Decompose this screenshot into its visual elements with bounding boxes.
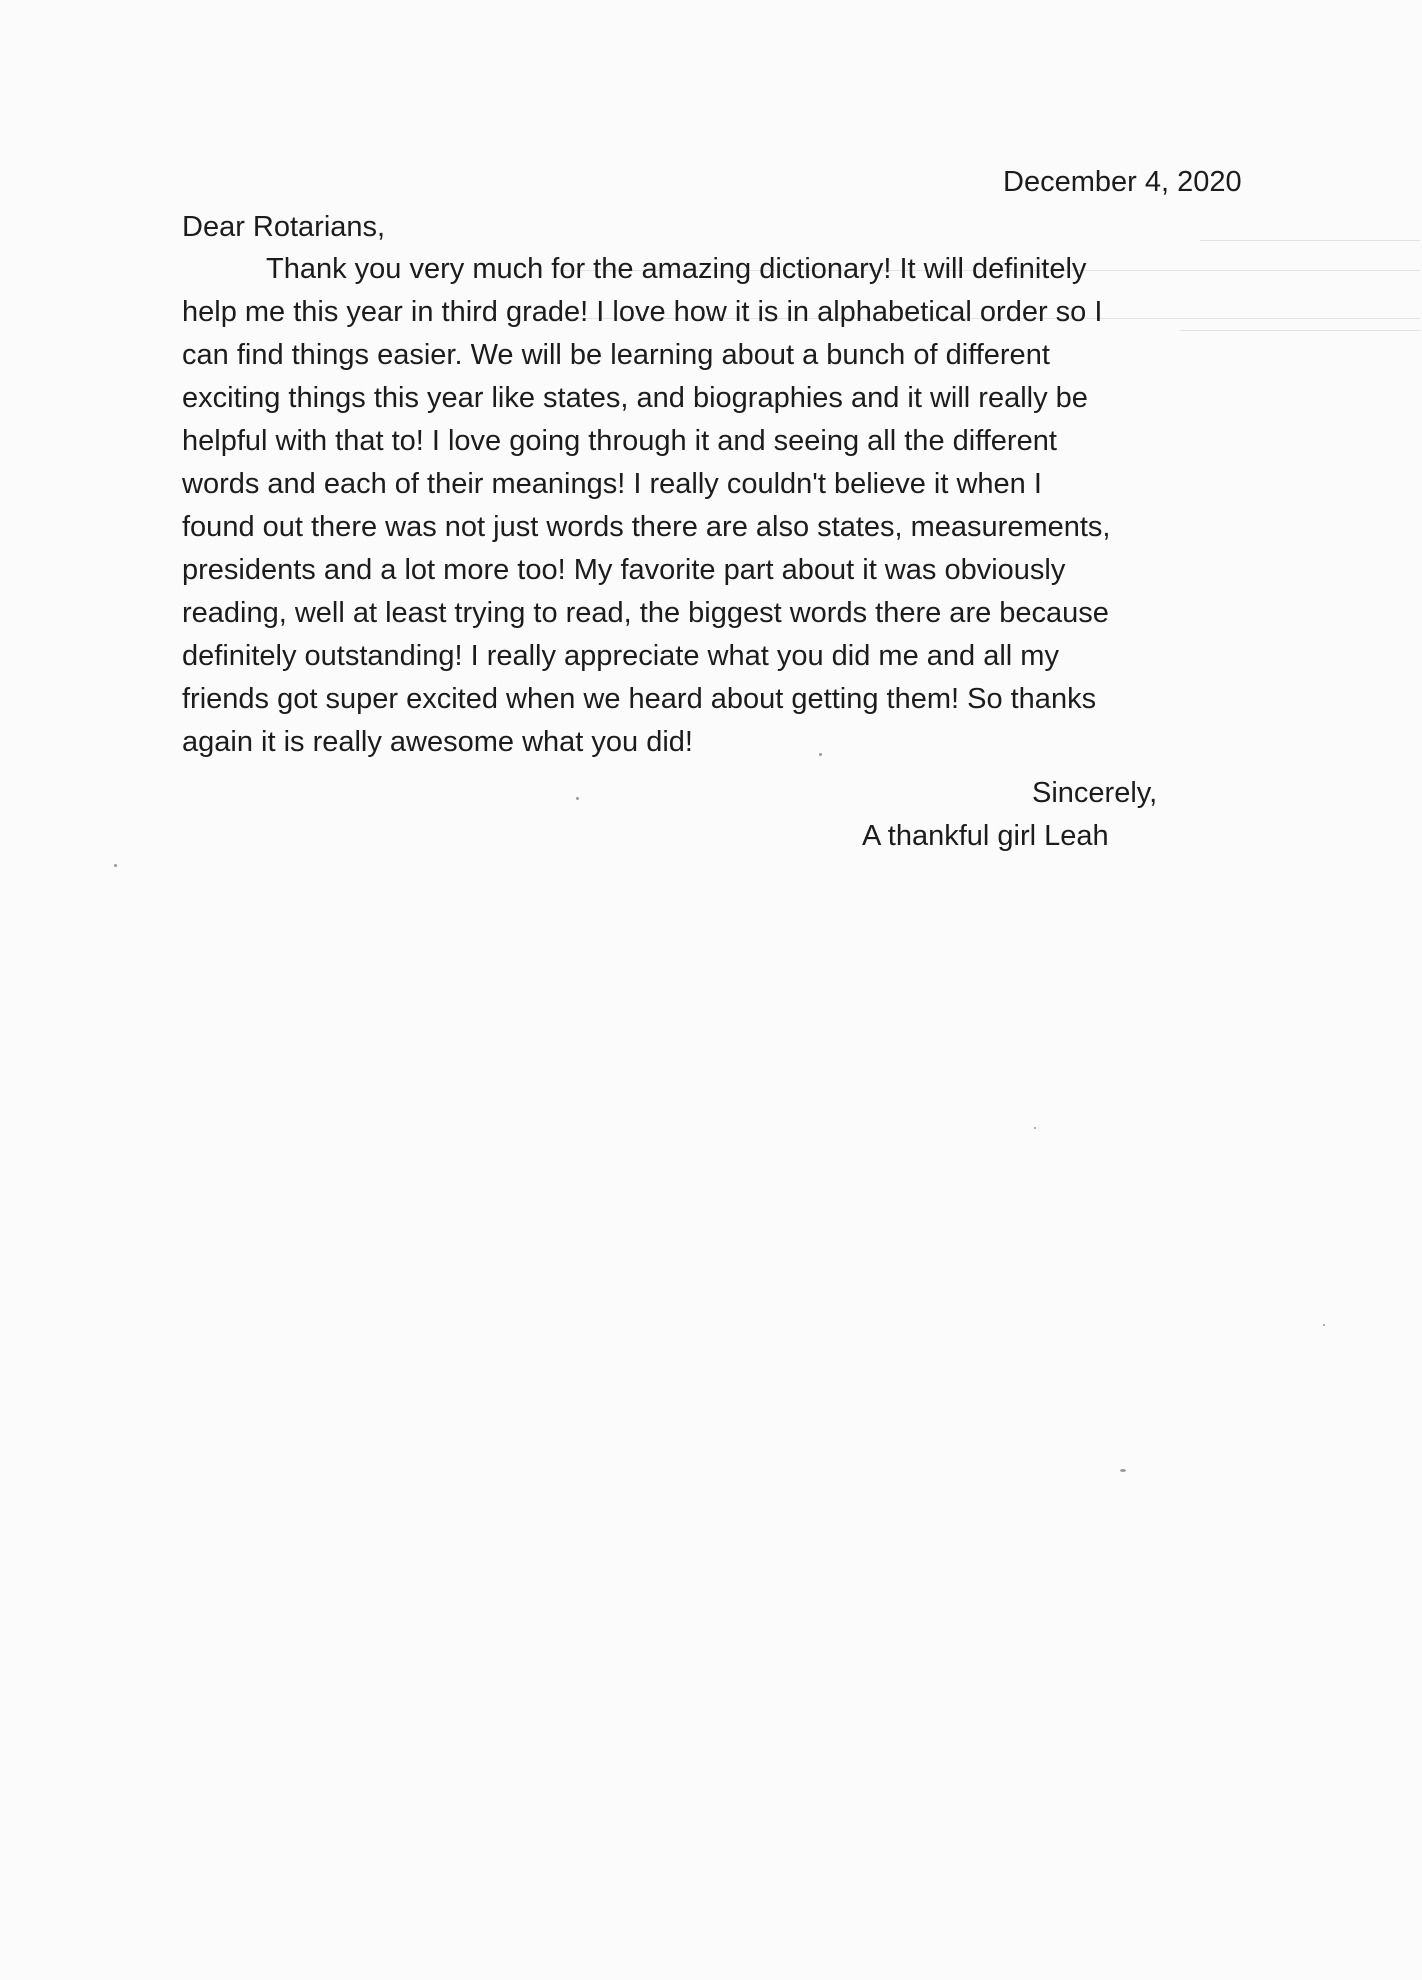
scan-speck	[1323, 1324, 1325, 1326]
body-line: exciting things this year like states, and biographies and it will really be	[182, 382, 1088, 414]
body-line: definitely outstanding! I really appreciate what you did me and all my	[182, 640, 1059, 672]
body-line: words and each of their meanings! I really couldn't believe it when I	[182, 468, 1042, 500]
body-line: helpful with that to! I love going through it and seeing all the different	[182, 425, 1057, 457]
body-line: reading, well at least trying to read, the biggest words there are because	[182, 597, 1109, 629]
body-line: again it is really awesome what you did!	[182, 726, 693, 758]
body-line: presidents and a lot more too! My favorite part about it was obviously	[182, 554, 1066, 586]
scan-speck	[1034, 1127, 1036, 1129]
body-line: Thank you very much for the amazing dictionary! It will definitely	[266, 253, 1087, 285]
body-line: can find things easier. We will be learning about a bunch of different	[182, 339, 1050, 371]
scan-speck	[576, 797, 579, 800]
body-line: friends got super excited when we heard about getting them! So thanks	[182, 683, 1097, 715]
letter-signature: A thankful girl Leah	[862, 820, 1109, 852]
body-line: found out there was not just words there are also states, measurements,	[182, 511, 1111, 543]
letter-closing: Sincerely,	[1032, 777, 1158, 809]
scan-speck	[1120, 1469, 1126, 1472]
letter-salutation: Dear Rotarians,	[182, 211, 386, 243]
letter-body	[182, 248, 1110, 764]
scan-speck	[114, 864, 117, 867]
scan-streak	[1180, 330, 1420, 331]
letter-date: December 4, 2020	[1003, 166, 1242, 198]
body-line: help me this year in third grade! I love how it is in alphabetical order so I	[182, 296, 1103, 328]
scan-streak	[1200, 240, 1420, 241]
